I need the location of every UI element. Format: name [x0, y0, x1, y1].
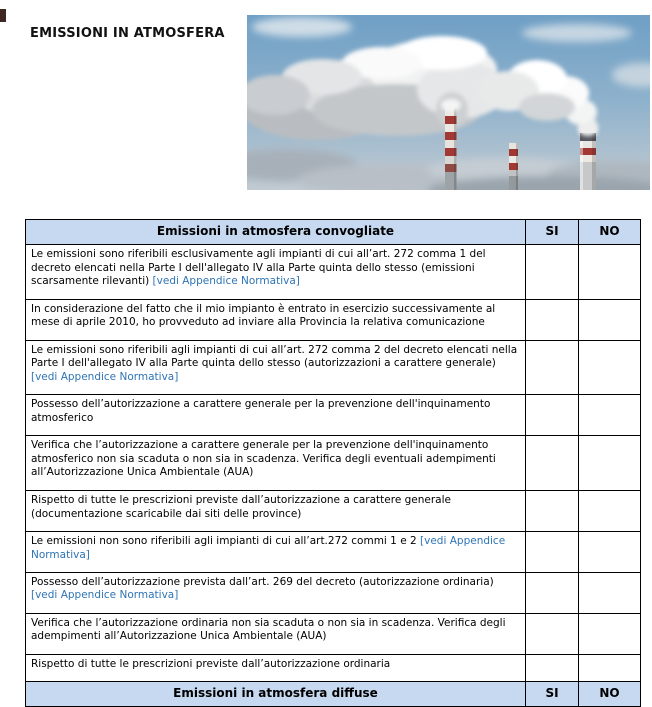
emissions-checklist-table [25, 219, 641, 707]
si-answer-cell[interactable] [526, 532, 579, 573]
question-text: Le emissioni non sono riferibili agli impianti di cui all’art.272 commi 1 e 2 [vedi Appendice Normativa] [26, 532, 526, 573]
question-text: Le emissioni sono riferibili agli impianti di cui all’art. 272 comma 2 del decreto elencati nella Parte I dell'allegato IV alla Parte quinta dello stesso (autorizzazioni a carattere generale) [vedi Appendice Normativa] [26, 340, 526, 395]
table-row [26, 340, 641, 395]
si-answer-cell[interactable] [526, 395, 579, 436]
no-answer-cell[interactable] [579, 436, 641, 491]
no-answer-cell[interactable] [579, 299, 641, 340]
table-row [26, 245, 641, 300]
section-title-convogliate: Emissioni in atmosfera convogliate [26, 220, 526, 245]
question-text: Possesso dell’autorizzazione prevista dall’art. 269 del decreto (autorizzazione ordinaria) [vedi Appendice Normativa] [26, 572, 526, 613]
si-answer-cell[interactable] [526, 340, 579, 395]
appendice-normativa-link[interactable]: [vedi Appendice Normativa] [31, 535, 506, 561]
si-answer-cell[interactable] [526, 572, 579, 613]
table-row [26, 436, 641, 491]
question-text: Le emissioni sono riferibili esclusivamente agli impianti di cui all’art. 272 comma 1 del decreto elencati nella Parte I dell'allegato IV alla Parte quinta dello stesso (emissioni scarsamente rilevanti) [vedi Appendice Normativa] [26, 245, 526, 300]
table-row [26, 491, 641, 532]
question-text: Possesso dell’autorizzazione a carattere generale per la prevenzione dell'inquinamento atmosferico [26, 395, 526, 436]
table-row [26, 395, 641, 436]
no-answer-cell[interactable] [579, 572, 641, 613]
table-row [26, 654, 641, 681]
table-row [26, 299, 641, 340]
page-corner-mark [0, 9, 6, 22]
no-answer-cell[interactable] [579, 395, 641, 436]
no-answer-cell[interactable] [579, 340, 641, 395]
column-header-no-diffuse: NO [579, 682, 641, 707]
si-answer-cell[interactable] [526, 613, 579, 654]
left-smokestack [445, 108, 457, 190]
page-title: EMISSIONI IN ATMOSFERA [30, 26, 225, 41]
column-header-no: NO [579, 220, 641, 245]
section-header-convogliate [26, 220, 641, 245]
table-row [26, 613, 641, 654]
question-text: Verifica che l’autorizzazione ordinaria non sia scaduta o non sia in scadenza. Verifica degli adempimenti all’Autorizzazione Unica Ambientale (AUA) [26, 613, 526, 654]
no-answer-cell[interactable] [579, 491, 641, 532]
column-header-si: SI [526, 220, 579, 245]
si-answer-cell[interactable] [526, 436, 579, 491]
si-answer-cell[interactable] [526, 245, 579, 300]
no-answer-cell[interactable] [579, 245, 641, 300]
appendice-normativa-link[interactable]: [vedi Appendice Normativa] [152, 275, 300, 287]
right-smokestack [580, 133, 596, 190]
no-answer-cell[interactable] [579, 613, 641, 654]
question-text: Rispetto di tutte le prescrizioni previste dall’autorizzazione ordinaria [26, 654, 526, 681]
table-row [26, 572, 641, 613]
section-header-diffuse [26, 682, 641, 707]
question-text: Rispetto di tutte le prescrizioni previste dall’autorizzazione a carattere generale (documentazione scaricabile dai siti delle province) [26, 491, 526, 532]
section-title-diffuse: Emissioni in atmosfera diffuse [26, 682, 526, 707]
column-header-si-diffuse: SI [526, 682, 579, 707]
no-answer-cell[interactable] [579, 654, 641, 681]
appendice-normativa-link[interactable]: [vedi Appendice Normativa] [31, 589, 179, 602]
no-answer-cell[interactable] [579, 532, 641, 573]
si-answer-cell[interactable] [526, 491, 579, 532]
si-answer-cell[interactable] [526, 654, 579, 681]
question-text: In considerazione del fatto che il mio impianto è entrato in esercizio successivamente al mese di aprile 2010, ho provveduto ad inviare alla Provincia la relativa comunicazione [26, 299, 526, 340]
si-answer-cell[interactable] [526, 299, 579, 340]
middle-smokestack [509, 143, 518, 190]
smokestacks-illustration [247, 15, 650, 190]
table-row [26, 532, 641, 573]
appendice-normativa-link[interactable]: [vedi Appendice Normativa] [31, 370, 179, 383]
question-text: Verifica che l’autorizzazione a carattere generale per la prevenzione dell'inquinamento atmosferico non sia scaduta o non sia in scadenza. Verifica degli eventuali adempimenti all’Autorizzazione Unica Ambientale (AUA) [26, 436, 526, 491]
smokestacks-photo [247, 15, 650, 190]
